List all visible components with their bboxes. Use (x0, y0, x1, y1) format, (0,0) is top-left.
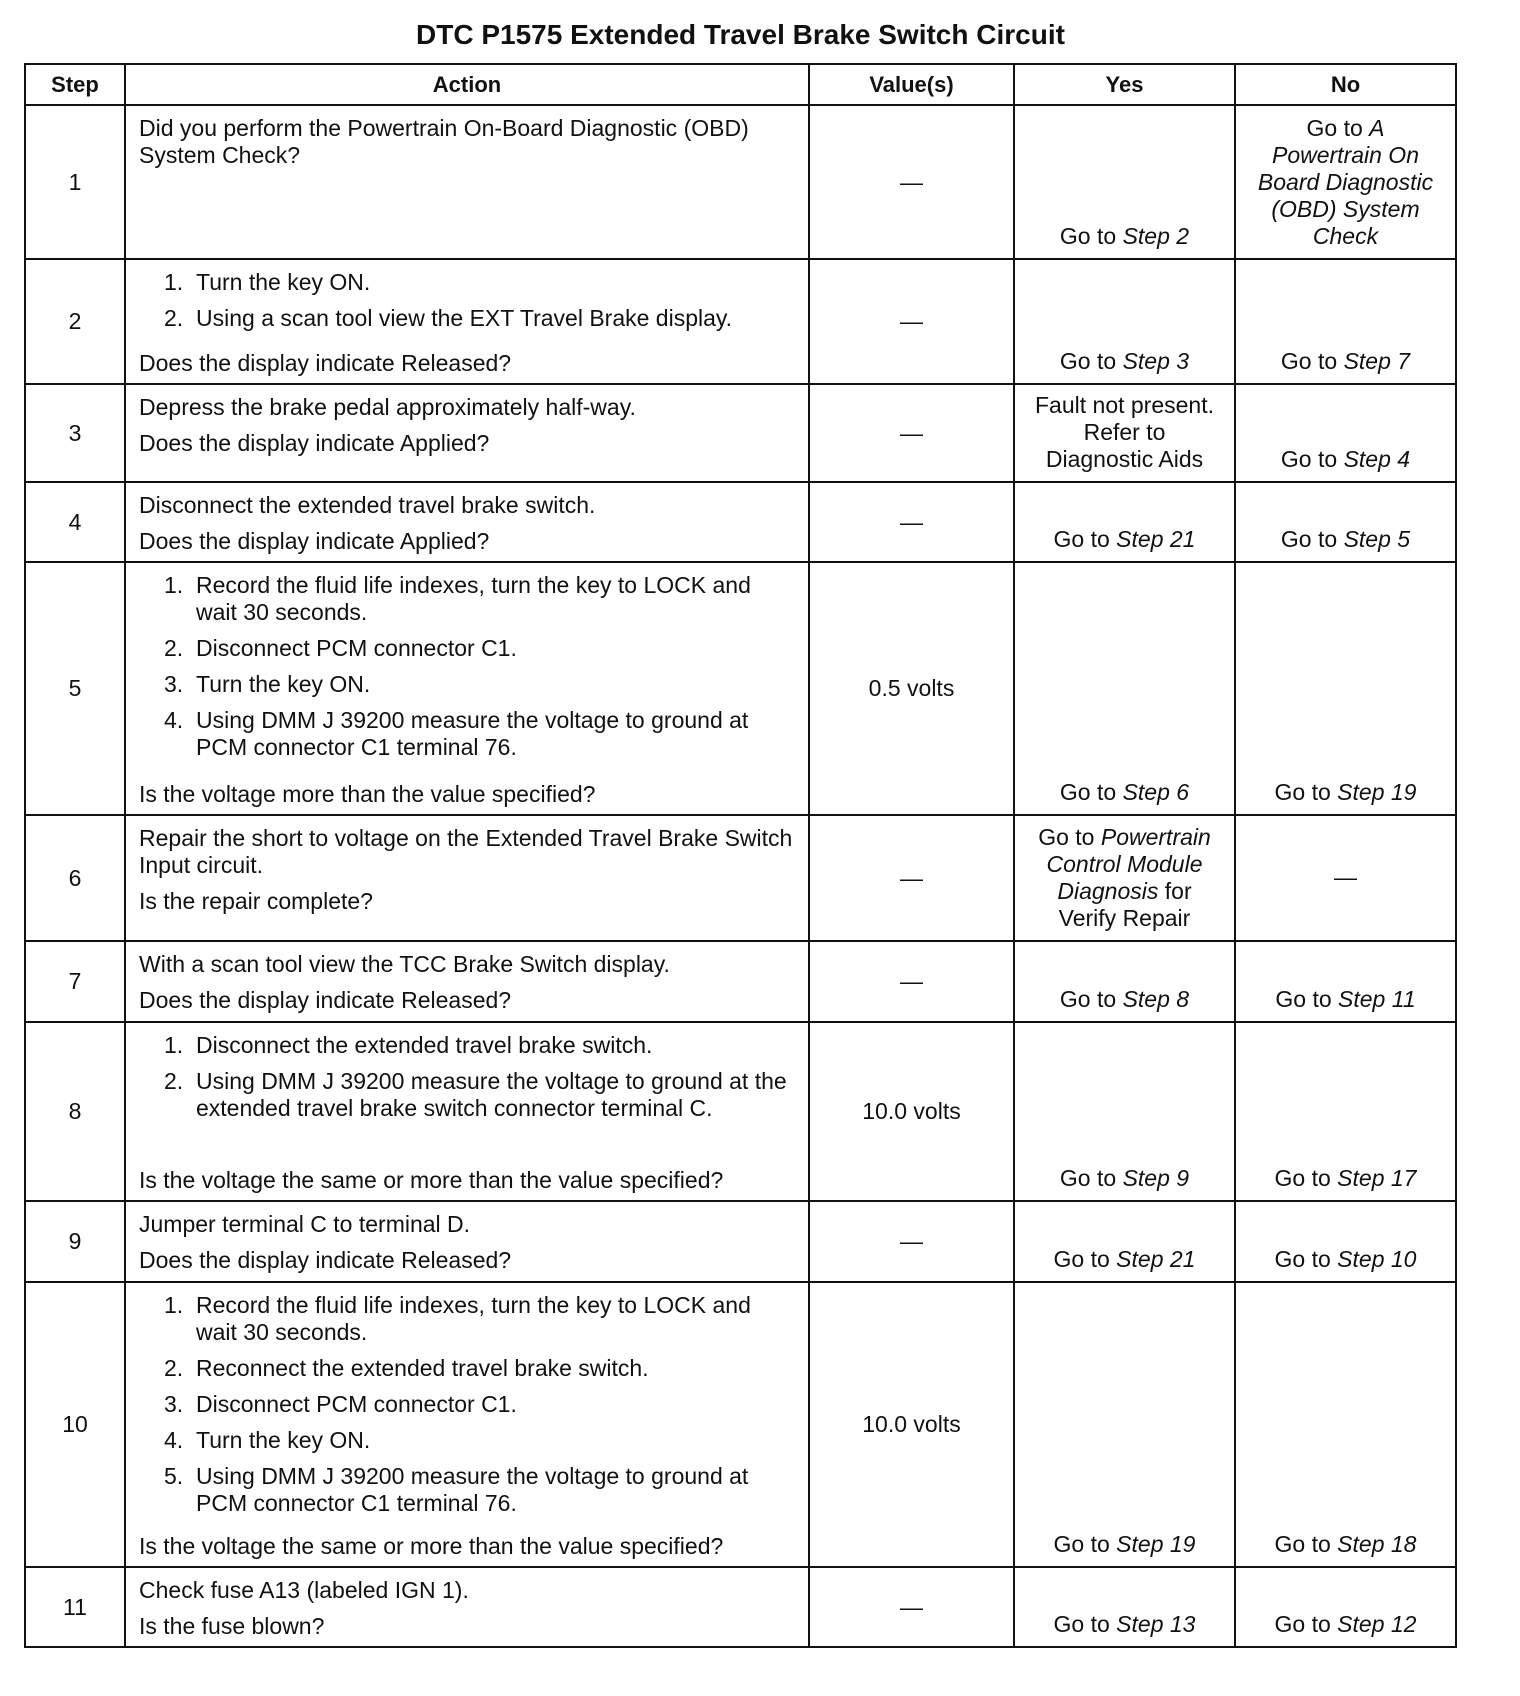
yes-result-text (1029, 1165, 1220, 1192)
step-number-cell: 4 (26, 483, 126, 563)
action-step-text: Turn the key ON. (196, 269, 371, 295)
no-result-cell (1236, 816, 1457, 942)
diagnostic-table (24, 63, 1457, 1648)
value-cell: 10.0 volts (810, 1283, 1015, 1568)
action-instruction: With a scan tool view the TCC Brake Switch display. (139, 951, 670, 977)
action-cell (126, 816, 810, 942)
action-step-number: 1. (164, 269, 184, 295)
step-number-cell: 2 (26, 260, 126, 385)
action-step-text: Disconnect the extended travel brake switch. (196, 1032, 653, 1058)
action-step-text: Reconnect the extended travel brake switch. (196, 1355, 649, 1381)
no-result-cell (1236, 483, 1457, 563)
no-goto-prefix: Go to (1280, 348, 1338, 374)
yes-result-cell (1015, 260, 1236, 385)
yes-result-cell (1015, 483, 1236, 563)
yes-result-cell (1015, 1202, 1236, 1283)
action-step-item (139, 1391, 798, 1418)
yes-result-cell (1015, 1023, 1236, 1202)
action-step-number: 1. (164, 1032, 184, 1058)
action-cell (126, 106, 810, 260)
action-step-number: 1. (164, 572, 184, 598)
action-step-item (139, 1032, 798, 1059)
no-result-text (1250, 779, 1441, 806)
no-goto-prefix: Go to (1274, 1611, 1331, 1637)
no-goto-prefix: Go to (1280, 446, 1338, 472)
no-result-text: — (1334, 863, 1357, 890)
header-step: Step (26, 65, 126, 106)
action-cell (126, 1202, 810, 1283)
no-goto-target: Step 7 (1343, 348, 1411, 374)
yes-result-text (1029, 986, 1220, 1013)
action-step-number: 3. (164, 671, 184, 697)
value-cell: — (810, 942, 1015, 1023)
no-goto-prefix: Go to (1275, 986, 1332, 1012)
action-instruction: Repair the short to voltage on the Extended Travel Brake Switch Input circuit. (139, 825, 793, 878)
action-step-number: 3. (164, 1391, 184, 1417)
value-cell: 0.5 volts (810, 563, 1015, 816)
action-step-text: Using DMM J 39200 measure the voltage to ground at the extended travel brake switch connector terminal C. (196, 1068, 787, 1121)
action-cell (126, 1283, 810, 1568)
action-step-item (139, 707, 798, 761)
action-step-number: 1. (164, 1292, 184, 1318)
no-result-text (1250, 526, 1441, 553)
yes-goto-prefix: Go to (1053, 1531, 1110, 1557)
step-number-cell: 1 (26, 106, 126, 260)
yes-goto-target: Step 9 (1122, 1165, 1190, 1191)
action-question: Does the display indicate Applied? (139, 430, 490, 456)
yes-goto-prefix: Go to (1053, 526, 1110, 552)
action-step-text: Record the fluid life indexes, turn the key to LOCK and wait 30 seconds. (196, 1292, 751, 1345)
no-result-text (1250, 1165, 1441, 1192)
no-result-cell (1236, 385, 1457, 483)
action-question: Does the display indicate Released? (139, 987, 512, 1013)
no-goto-target: A Powertrain On Board Diagnostic (OBD) System Check (1257, 115, 1434, 249)
action-step-number: 4. (164, 707, 184, 733)
no-result-cell (1236, 260, 1457, 385)
yes-result-cell (1015, 816, 1236, 942)
action-step-item (139, 572, 798, 626)
value-cell: — (810, 106, 1015, 260)
action-step-text: Disconnect PCM connector C1. (196, 1391, 517, 1417)
action-question: Does the display indicate Released? (139, 1247, 512, 1273)
action-step-number: 2. (164, 1355, 184, 1381)
action-step-number: 2. (164, 1068, 184, 1094)
action-cell (126, 385, 810, 483)
yes-goto-prefix: Go to (1053, 1246, 1110, 1272)
no-goto-prefix: Go to (1274, 779, 1331, 805)
yes-goto-target: Step 21 (1116, 1246, 1196, 1272)
action-cell (126, 1023, 810, 1202)
no-result-cell (1236, 942, 1457, 1023)
action-question: Is the voltage the same or more than the value specified? (139, 1533, 724, 1559)
action-instruction: Jumper terminal C to terminal D. (139, 1211, 471, 1237)
no-goto-target: Step 18 (1337, 1531, 1417, 1557)
action-step-item (139, 1355, 798, 1382)
header-yes: Yes (1015, 65, 1236, 106)
step-number-cell: 10 (26, 1283, 126, 1568)
action-step-number: 2. (164, 635, 184, 661)
no-result-text (1250, 446, 1441, 473)
yes-goto-prefix: Go to (1059, 1165, 1117, 1191)
value-cell: — (810, 260, 1015, 385)
action-question: Is the repair complete? (139, 888, 373, 914)
action-step-text: Using DMM J 39200 measure the voltage to ground at PCM connector C1 terminal 76. (196, 707, 749, 760)
action-step-text: Turn the key ON. (196, 671, 371, 697)
no-goto-prefix: Go to (1274, 1531, 1331, 1557)
action-cell (126, 942, 810, 1023)
action-question: Does the display indicate Applied? (139, 528, 490, 554)
no-result-cell (1236, 1568, 1457, 1648)
step-number-cell: 11 (26, 1568, 126, 1648)
yes-goto-target: Step 2 (1122, 223, 1190, 249)
value-cell: — (810, 1568, 1015, 1648)
no-goto-target: Step 11 (1338, 986, 1416, 1012)
yes-result-text (1029, 1246, 1220, 1273)
yes-result-text: Fault not present. Refer to Diagnostic Aids (1035, 392, 1214, 472)
yes-goto-target: Step 6 (1122, 779, 1190, 805)
action-step-number: 5. (164, 1463, 184, 1489)
value-cell: — (810, 816, 1015, 942)
yes-goto-prefix: Go to (1059, 986, 1117, 1012)
action-cell (126, 1568, 810, 1648)
action-question: Is the voltage more than the value specified? (139, 781, 596, 807)
action-step-item (139, 1292, 798, 1346)
value-cell: — (810, 385, 1015, 483)
no-result-text (1250, 986, 1441, 1013)
action-step-text: Using DMM J 39200 measure the voltage to ground at PCM connector C1 terminal 76. (196, 1463, 749, 1516)
action-step-item (139, 269, 798, 296)
yes-goto-prefix: Go to (1059, 348, 1117, 374)
action-step-text: Record the fluid life indexes, turn the key to LOCK and wait 30 seconds. (196, 572, 751, 625)
value-cell: 10.0 volts (810, 1023, 1015, 1202)
action-step-text: Turn the key ON. (196, 1427, 371, 1453)
no-goto-target: Step 5 (1343, 526, 1411, 552)
step-number-cell: 9 (26, 1202, 126, 1283)
yes-goto-target: Step 3 (1122, 348, 1190, 374)
action-instruction: Did you perform the Powertrain On-Board Diagnostic (OBD) System Check? (139, 115, 749, 168)
value-cell: — (810, 1202, 1015, 1283)
yes-result-cell (1015, 106, 1236, 260)
action-step-item (139, 671, 798, 698)
yes-goto-prefix: Go to (1053, 1611, 1110, 1637)
action-step-number: 2. (164, 305, 184, 331)
yes-goto-target: Powertrain Control Module Diagnosis (1046, 824, 1211, 904)
yes-result-text (1029, 348, 1220, 375)
step-number-cell: 5 (26, 563, 126, 816)
action-step-text: Disconnect PCM connector C1. (196, 635, 517, 661)
no-result-text (1250, 1246, 1441, 1273)
yes-goto-target: Step 8 (1122, 986, 1190, 1012)
action-question: Is the fuse blown? (139, 1613, 325, 1639)
yes-result-text (1029, 1611, 1220, 1638)
no-result-text (1250, 1611, 1441, 1638)
action-question: Is the voltage the same or more than the value specified? (139, 1167, 724, 1193)
action-step-item (139, 1427, 798, 1454)
yes-result-text (1029, 1531, 1220, 1558)
step-number-cell: 3 (26, 385, 126, 483)
step-number-cell: 7 (26, 942, 126, 1023)
page-title: DTC P1575 Extended Travel Brake Switch Circuit (416, 19, 1065, 50)
action-step-item (139, 305, 798, 332)
no-goto-prefix: Go to (1280, 526, 1338, 552)
yes-goto-target: Step 21 (1116, 526, 1196, 552)
no-result-text (1250, 348, 1441, 375)
no-goto-target: Step 17 (1337, 1165, 1417, 1191)
no-result-text (1250, 1531, 1441, 1558)
header-values: Value(s) (810, 65, 1015, 106)
yes-goto-prefix: Go to (1059, 223, 1117, 249)
header-no: No (1236, 65, 1457, 106)
yes-result-text (1029, 526, 1220, 553)
action-instruction: Depress the brake pedal approximately half-way. (139, 394, 636, 420)
no-result-cell (1236, 563, 1457, 816)
yes-goto-prefix: Go to (1038, 824, 1095, 850)
yes-result-text (1029, 223, 1220, 250)
step-number-cell: 6 (26, 816, 126, 942)
yes-result-cell (1015, 1568, 1236, 1648)
action-cell (126, 260, 810, 385)
action-step-number: 4. (164, 1427, 184, 1453)
no-goto-prefix: Go to (1274, 1165, 1331, 1191)
action-question: Does the display indicate Released? (139, 350, 512, 376)
yes-goto-suffix: for Verify Repair (1058, 878, 1192, 931)
header-action: Action (126, 65, 810, 106)
action-step-item (139, 1068, 798, 1122)
no-result-cell (1236, 1283, 1457, 1568)
value-cell: — (810, 483, 1015, 563)
yes-result-text (1029, 824, 1220, 932)
action-cell (126, 483, 810, 563)
action-step-item (139, 1463, 798, 1517)
action-instruction: Disconnect the extended travel brake switch. (139, 492, 596, 518)
action-step-item (139, 635, 798, 662)
no-goto-target: Step 12 (1337, 1611, 1417, 1637)
no-goto-prefix: Go to (1274, 1246, 1331, 1272)
yes-goto-target: Step 13 (1116, 1611, 1196, 1637)
action-instruction: Check fuse A13 (labeled IGN 1). (139, 1577, 469, 1603)
no-result-cell (1236, 106, 1457, 260)
yes-goto-prefix: Go to (1059, 779, 1117, 805)
yes-goto-target: Step 19 (1116, 1531, 1196, 1557)
yes-result-cell (1015, 385, 1236, 483)
yes-result-cell (1015, 942, 1236, 1023)
no-goto-prefix: Go to (1306, 115, 1363, 141)
yes-result-text (1029, 779, 1220, 806)
no-result-cell (1236, 1202, 1457, 1283)
step-number-cell: 8 (26, 1023, 126, 1202)
no-goto-target: Step 19 (1337, 779, 1417, 805)
yes-result-cell (1015, 1283, 1236, 1568)
yes-result-cell (1015, 563, 1236, 816)
no-result-cell (1236, 1023, 1457, 1202)
action-cell (126, 563, 810, 816)
no-result-text (1250, 115, 1441, 250)
no-goto-target: Step 10 (1337, 1246, 1417, 1272)
action-step-text: Using a scan tool view the EXT Travel Brake display. (196, 305, 733, 331)
no-goto-target: Step 4 (1343, 446, 1411, 472)
